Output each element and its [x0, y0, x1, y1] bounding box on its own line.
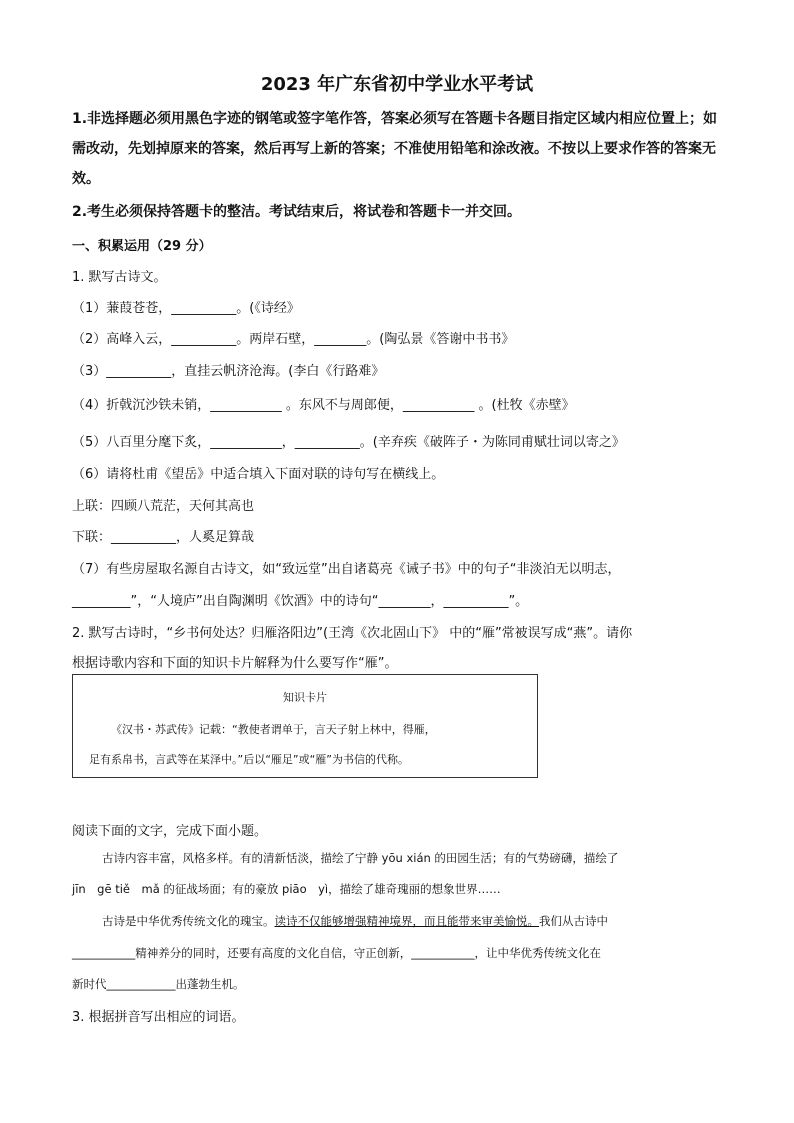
question-3: 3. 根据拼音写出相应的词语。	[72, 1010, 245, 1025]
section-heading: 一、积累运用（29 分）	[72, 239, 212, 254]
question-1-item: （6）请将杜甫《望岳》中适合填入下面对联的诗句写在横线上。	[72, 467, 445, 482]
question-1-item: （2）高峰入云，__________。两岸石壁，________。(陶弘景《答谢中书书》	[72, 332, 515, 347]
passage-line: jīn gē tiě mǎ 的征战场面；有的豪放 piāo yì，描绘了雄奇瑰丽的想象世界……	[72, 882, 501, 896]
knowledge-card-text: 《汉书・苏武传》记载：“教使者谓单于，言天子射上林中，得雁，	[111, 723, 436, 736]
passage-text: 我们从古诗中	[539, 914, 608, 928]
knowledge-card-text: 足有系帛书，言武等在某泽中。”后以“雁足”或“雁”为书信的代称。	[89, 753, 409, 766]
passage-line: 新时代____________出蓬勃生机。	[72, 977, 245, 991]
question-1-item: （4）折戟沉沙铁未销，___________ 。东风不与周郎便，___________ 。(杜牧《赤壁》	[72, 398, 575, 413]
reading-intro: 阅读下面的文字，完成下面小题。	[72, 824, 268, 839]
question-1-7-line: （7）有些房屋取名源自古诗文，如“致远堂”出自诸葛亮《诫子书》中的句子“非淡泊无以明志，	[72, 562, 621, 577]
question-1-stem: 1. 默写古诗文。	[72, 270, 167, 285]
exam-title: 2023 年广东省初中学业水平考试	[260, 74, 534, 95]
passage-line: ___________精神养分的同时，还要有高度的文化自信，守正创新，___________，让中华优秀传统文化在	[72, 946, 601, 960]
passage-text: 古诗是中华优秀传统文化的瑰宝。	[102, 914, 275, 928]
question-2-line: 根据诗歌内容和下面的知识卡片解释为什么要写作“雁”。	[72, 656, 398, 671]
question-1-item: （3）__________，直挂云帆济沧海。(李白《行路难》	[72, 364, 385, 379]
question-2-line: 2. 默写古诗时，“乡书何处达？归雁洛阳边”(王湾《次北固山下》 中的“雁”常被误写成“燕”。请你	[72, 626, 633, 641]
question-1-item: （1）蒹葭苍苍，__________。(《诗经》	[72, 301, 300, 316]
passage-line	[102, 913, 608, 929]
question-1-7-line: _________”，“人境庐”出自陶渊明《饮酒》中的诗句“________，__________”。	[72, 594, 529, 609]
passage-line: 古诗内容丰富，风格多样。有的清新恬淡，描绘了宁静 yōu xián 的田园生活；有的气势磅礴，描绘了	[102, 851, 619, 865]
question-1-item: （5）八百里分麾下炙，___________，__________。(辛弃疾《破阵子・为陈同甫赋壮词以寄之》	[72, 435, 625, 450]
knowledge-card-title: 知识卡片	[283, 691, 327, 704]
couplet-lower: 下联：__________，人奚足算哉	[72, 530, 255, 545]
notice-2: 2.考生必须保持答题卡的整洁。考试结束后，将试卷和答题卡一并交回。	[72, 204, 522, 220]
notice-1: 1.非选择题必须用黑色字迹的钢笔或签字笔作答，答案必须写在答题卡各题目指定区域内相应位置上；如需改动，先划掉原来的答案，然后再写上新的答案；不准使用铅笔和涂改液。不按以上要求作答的答案无效。	[72, 111, 718, 187]
knowledge-card	[72, 674, 538, 778]
couplet-upper: 上联：四顾八荒茫，天何其高也	[72, 499, 255, 514]
underlined-sentence: 读诗不仅能够增强精神境界，而且能带来审美愉悦。	[274, 914, 539, 928]
